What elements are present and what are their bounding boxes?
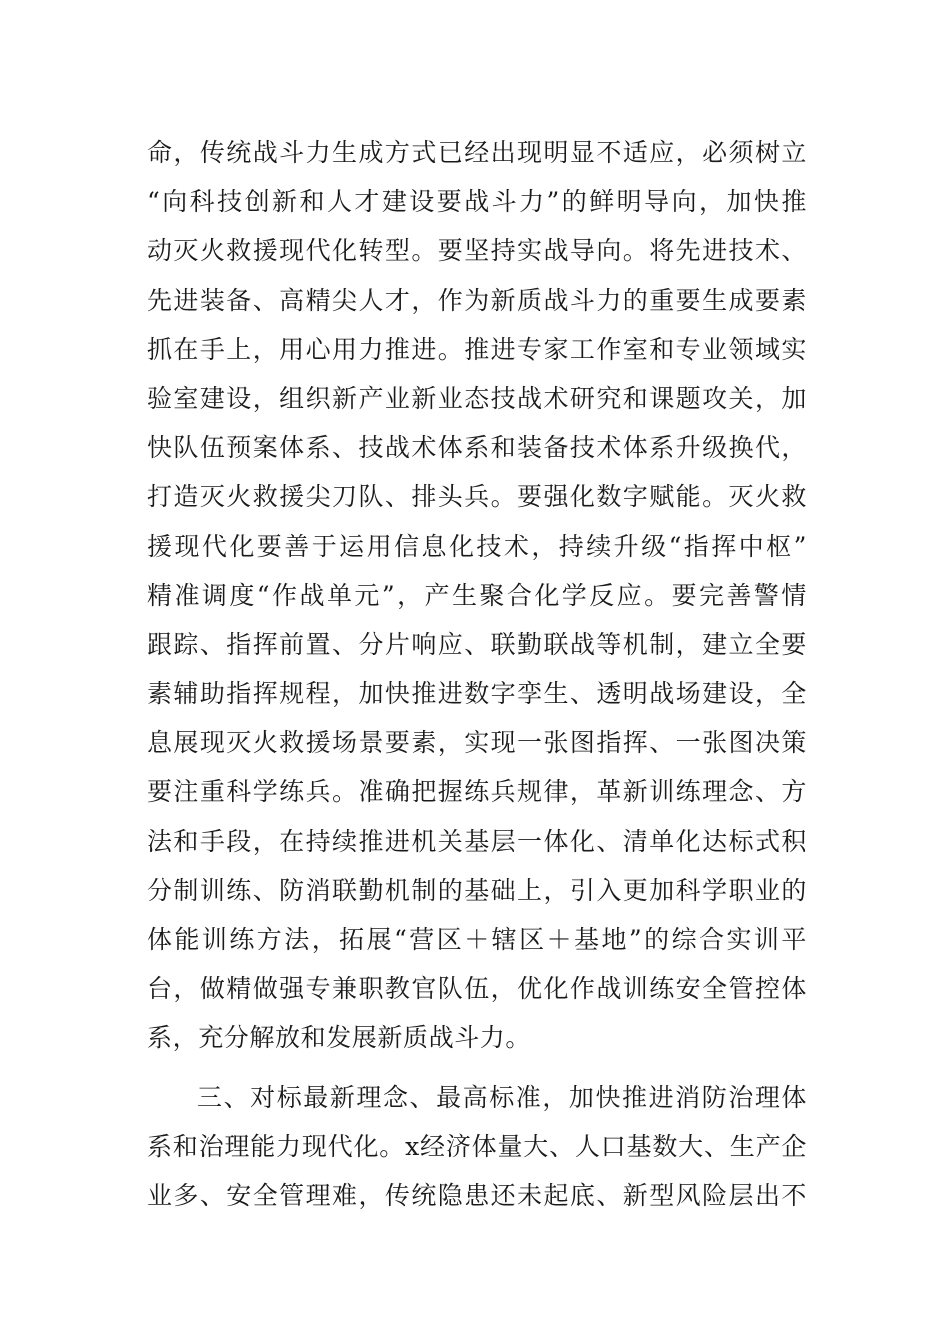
text-line: “向科技创新和人才建设要战斗力”的鲜明导向，加快推	[147, 187, 807, 217]
text-line: 快队伍预案体系、技战术体系和装备技术体系升级换代，	[147, 433, 807, 463]
text-line: 精准调度“作战单元”，产生聚合化学反应。要完善警情	[147, 580, 807, 610]
text-line: 先进装备、高精尖人才，作为新质战斗力的重要生成要素	[147, 285, 807, 315]
body-text	[147, 128, 807, 1220]
text-line: 业多、安全管理难，传统隐患还未起底、新型风险层出不	[147, 1180, 807, 1210]
text-line: 动灭火救援现代化转型。要坚持实战导向。将先进技术、	[147, 236, 807, 266]
text-line: 命，传统战斗力生成方式已经出现明显不适应，必须树立	[147, 138, 807, 167]
text-line: 系和治理能力现代化。x经济体量大、人口基数大、生产企	[147, 1131, 807, 1161]
text-line: 系，充分解放和发展新质战斗力。	[147, 1023, 532, 1053]
text-line: 验室建设，组织新产业新业态技战术研究和课题攻关，加	[147, 383, 807, 413]
paragraph	[147, 128, 807, 1063]
text-line: 打造灭火救援尖刀队、排头兵。要强化数字赋能。灭火救	[147, 482, 807, 512]
paragraph-gap	[147, 1063, 807, 1073]
text-line: 体能训练方法，拓展“营区＋辖区＋基地”的综合实训平	[147, 925, 807, 954]
text-line: 台，做精做强专兼职教官队伍，优化作战训练安全管控体	[147, 974, 807, 1004]
text-line: 分制训练、防消联勤机制的基础上，引入更加科学职业的	[147, 875, 807, 905]
text-line: 跟踪、指挥前置、分片响应、联勤联战等机制，建立全要	[147, 629, 807, 659]
text-line: 法和手段，在持续推进机关基层一体化、清单化达标式积	[147, 826, 807, 856]
text-line: 援现代化要善于运用信息化技术，持续升级“指挥中枢”	[147, 531, 807, 561]
text-line: 息展现灭火救援场景要素，实现一张图指挥、一张图决策	[147, 728, 807, 758]
text-line: 抓在手上，用心用力推进。推进专家工作室和专业领域实	[147, 334, 807, 364]
text-line: 素辅助指挥规程，加快推进数字孪生、透明战场建设，全	[147, 679, 807, 709]
text-line: 要注重科学练兵。准确把握练兵规律，革新训练理念、方	[147, 777, 807, 807]
paragraph	[147, 1073, 807, 1221]
text-line: 三、对标最新理念、最高标准，加快推进消防治理体	[197, 1082, 807, 1112]
